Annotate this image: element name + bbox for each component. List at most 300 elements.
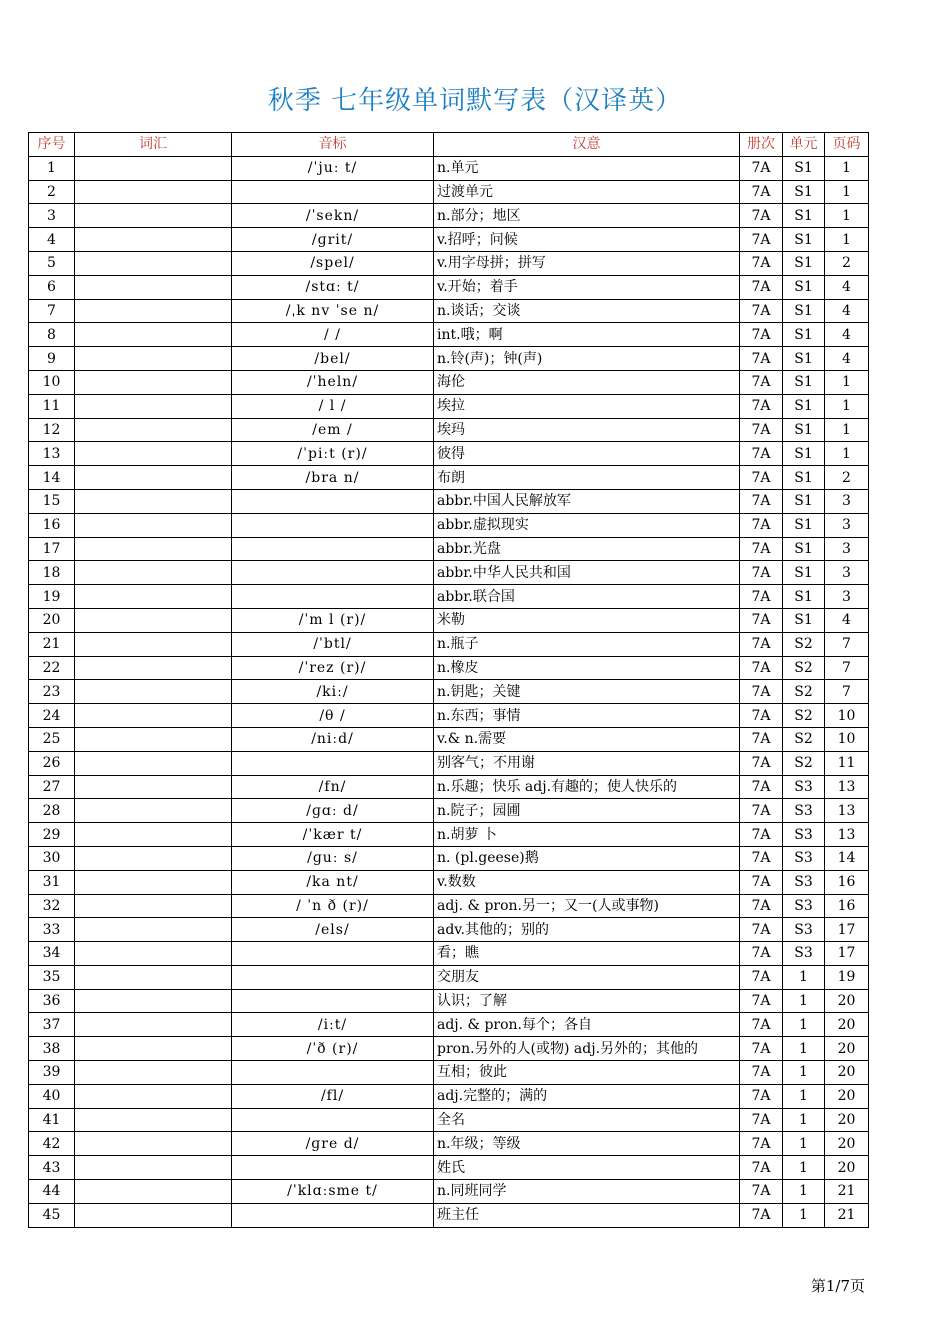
- cell-book: 7A: [740, 775, 783, 799]
- cell-meaning: n.胡萝 卜: [434, 823, 740, 847]
- table-row: [29, 1061, 869, 1085]
- cell-num: 15: [29, 489, 75, 513]
- table-row: [29, 894, 869, 918]
- cell-page: 7: [825, 656, 869, 680]
- cell-phonetic: /ˈjuː t/: [232, 156, 434, 180]
- cell-page: 4: [825, 323, 869, 347]
- cell-page: 1: [825, 394, 869, 418]
- cell-unit: S2: [783, 704, 825, 728]
- cell-num: 35: [29, 965, 75, 989]
- cell-page: 2: [825, 466, 869, 490]
- cell-meaning: abbr.中国人民解放军: [434, 489, 740, 513]
- cell-meaning: 看；瞧: [434, 942, 740, 966]
- cell-meaning: v.用字母拼；拼写: [434, 251, 740, 275]
- table-row: [29, 537, 869, 561]
- cell-unit: S3: [783, 775, 825, 799]
- cell-meaning: adj. & pron.每个；各自: [434, 1013, 740, 1037]
- cell-num: 18: [29, 561, 75, 585]
- header-unit: 单元: [783, 133, 825, 157]
- cell-num: 39: [29, 1061, 75, 1085]
- cell-num: 5: [29, 251, 75, 275]
- cell-num: 9: [29, 347, 75, 371]
- cell-book: 7A: [740, 1013, 783, 1037]
- vocabulary-table: [28, 132, 869, 1228]
- table-row: [29, 704, 869, 728]
- table-row: [29, 799, 869, 823]
- cell-page: 1: [825, 180, 869, 204]
- cell-page: 3: [825, 513, 869, 537]
- table-row: [29, 442, 869, 466]
- cell-meaning: n.单元: [434, 156, 740, 180]
- cell-page: 13: [825, 775, 869, 799]
- cell-book: 7A: [740, 347, 783, 371]
- cell-word: [75, 156, 232, 180]
- cell-phonetic: /ɡre d/: [232, 1132, 434, 1156]
- cell-unit: S3: [783, 918, 825, 942]
- cell-meaning: adj.完整的；满的: [434, 1084, 740, 1108]
- cell-word: [75, 275, 232, 299]
- table-row: [29, 489, 869, 513]
- cell-page: 19: [825, 965, 869, 989]
- cell-unit: S1: [783, 513, 825, 537]
- cell-num: 34: [29, 942, 75, 966]
- cell-word: [75, 799, 232, 823]
- cell-page: 1: [825, 156, 869, 180]
- cell-unit: S1: [783, 275, 825, 299]
- cell-phonetic: / l /: [232, 394, 434, 418]
- cell-meaning: 米勒: [434, 608, 740, 632]
- cell-word: [75, 204, 232, 228]
- cell-book: 7A: [740, 1132, 783, 1156]
- cell-unit: S1: [783, 418, 825, 442]
- cell-word: [75, 585, 232, 609]
- cell-meaning: 彼得: [434, 442, 740, 466]
- cell-page: 20: [825, 1108, 869, 1132]
- cell-book: 7A: [740, 942, 783, 966]
- cell-phonetic: /ˈpiːt (r)/: [232, 442, 434, 466]
- cell-meaning: n.钥匙；关键: [434, 680, 740, 704]
- cell-num: 44: [29, 1180, 75, 1204]
- cell-book: 7A: [740, 180, 783, 204]
- cell-meaning: adv.其他的；别的: [434, 918, 740, 942]
- cell-num: 29: [29, 823, 75, 847]
- table-row: [29, 870, 869, 894]
- cell-unit: S3: [783, 823, 825, 847]
- cell-word: [75, 727, 232, 751]
- table-row: [29, 823, 869, 847]
- cell-book: 7A: [740, 585, 783, 609]
- cell-page: 1: [825, 418, 869, 442]
- table-row: [29, 1203, 869, 1227]
- cell-num: 3: [29, 204, 75, 228]
- cell-num: 33: [29, 918, 75, 942]
- cell-meaning: 互相；彼此: [434, 1061, 740, 1085]
- table-row: [29, 1108, 869, 1132]
- cell-book: 7A: [740, 1037, 783, 1061]
- cell-word: [75, 1132, 232, 1156]
- table-row: [29, 656, 869, 680]
- cell-book: 7A: [740, 156, 783, 180]
- cell-phonetic: /ɡɑː d/: [232, 799, 434, 823]
- cell-unit: 1: [783, 989, 825, 1013]
- table-row: [29, 513, 869, 537]
- cell-num: 19: [29, 585, 75, 609]
- cell-phonetic: [232, 965, 434, 989]
- cell-unit: 1: [783, 1084, 825, 1108]
- table-row: [29, 942, 869, 966]
- header-book: 册次: [740, 133, 783, 157]
- cell-word: [75, 1203, 232, 1227]
- cell-book: 7A: [740, 418, 783, 442]
- cell-phonetic: [232, 1108, 434, 1132]
- cell-phonetic: [232, 751, 434, 775]
- table-row: [29, 394, 869, 418]
- table-row: [29, 180, 869, 204]
- cell-word: [75, 870, 232, 894]
- cell-page: 21: [825, 1203, 869, 1227]
- cell-phonetic: /bel/: [232, 347, 434, 371]
- cell-unit: 1: [783, 965, 825, 989]
- cell-phonetic: /fn/: [232, 775, 434, 799]
- table-row: [29, 1084, 869, 1108]
- cell-unit: S3: [783, 870, 825, 894]
- cell-num: 20: [29, 608, 75, 632]
- cell-num: 10: [29, 370, 75, 394]
- cell-meaning: n.年级；等级: [434, 1132, 740, 1156]
- cell-unit: 1: [783, 1156, 825, 1180]
- cell-unit: S2: [783, 680, 825, 704]
- table-row: [29, 323, 869, 347]
- cell-meaning: 认识；了解: [434, 989, 740, 1013]
- cell-book: 7A: [740, 1180, 783, 1204]
- cell-word: [75, 228, 232, 252]
- cell-meaning: n.谈话；交谈: [434, 299, 740, 323]
- cell-unit: 1: [783, 1180, 825, 1204]
- cell-num: 16: [29, 513, 75, 537]
- header-row: [29, 133, 869, 157]
- cell-unit: S2: [783, 632, 825, 656]
- cell-phonetic: /ˈbtl/: [232, 632, 434, 656]
- cell-meaning: v.& n.需要: [434, 727, 740, 751]
- table-row: [29, 608, 869, 632]
- cell-page: 4: [825, 275, 869, 299]
- cell-phonetic: [232, 561, 434, 585]
- cell-num: 32: [29, 894, 75, 918]
- table-row: [29, 275, 869, 299]
- cell-num: 40: [29, 1084, 75, 1108]
- cell-num: 4: [29, 228, 75, 252]
- cell-meaning: n.同班同学: [434, 1180, 740, 1204]
- cell-page: 17: [825, 918, 869, 942]
- cell-book: 7A: [740, 870, 783, 894]
- table-row: [29, 775, 869, 799]
- cell-phonetic: /ˈm l (r)/: [232, 608, 434, 632]
- cell-num: 28: [29, 799, 75, 823]
- table-body: [29, 156, 869, 1227]
- table-row: [29, 1013, 869, 1037]
- cell-word: [75, 965, 232, 989]
- cell-book: 7A: [740, 1156, 783, 1180]
- cell-meaning: n.乐趣；快乐 adj.有趣的；使人快乐的: [434, 775, 740, 799]
- cell-book: 7A: [740, 1084, 783, 1108]
- cell-phonetic: [232, 942, 434, 966]
- cell-unit: S1: [783, 323, 825, 347]
- cell-meaning: n.瓶子: [434, 632, 740, 656]
- cell-word: [75, 561, 232, 585]
- table-row: [29, 418, 869, 442]
- cell-unit: S1: [783, 537, 825, 561]
- cell-unit: S1: [783, 442, 825, 466]
- cell-num: 31: [29, 870, 75, 894]
- cell-unit: S2: [783, 656, 825, 680]
- cell-unit: S3: [783, 846, 825, 870]
- cell-meaning: n.橡皮: [434, 656, 740, 680]
- cell-meaning: v.招呼；问候: [434, 228, 740, 252]
- cell-num: 36: [29, 989, 75, 1013]
- cell-word: [75, 251, 232, 275]
- cell-word: [75, 394, 232, 418]
- cell-unit: S1: [783, 299, 825, 323]
- cell-meaning: v.数数: [434, 870, 740, 894]
- cell-num: 24: [29, 704, 75, 728]
- cell-meaning: int.哦；啊: [434, 323, 740, 347]
- cell-phonetic: [232, 513, 434, 537]
- cell-phonetic: [232, 1203, 434, 1227]
- cell-num: 45: [29, 1203, 75, 1227]
- cell-num: 13: [29, 442, 75, 466]
- cell-book: 7A: [740, 228, 783, 252]
- cell-meaning: 别客气；不用谢: [434, 751, 740, 775]
- cell-book: 7A: [740, 751, 783, 775]
- cell-page: 3: [825, 537, 869, 561]
- cell-num: 22: [29, 656, 75, 680]
- cell-num: 21: [29, 632, 75, 656]
- cell-meaning: n.铃(声)；钟(声): [434, 347, 740, 371]
- cell-page: 17: [825, 942, 869, 966]
- cell-unit: S1: [783, 561, 825, 585]
- cell-unit: S1: [783, 180, 825, 204]
- cell-unit: S1: [783, 347, 825, 371]
- cell-page: 3: [825, 489, 869, 513]
- header-page: 页码: [825, 133, 869, 157]
- cell-phonetic: /spel/: [232, 251, 434, 275]
- cell-unit: S3: [783, 894, 825, 918]
- cell-word: [75, 942, 232, 966]
- cell-phonetic: /ka nt/: [232, 870, 434, 894]
- cell-book: 7A: [740, 846, 783, 870]
- cell-page: 20: [825, 1061, 869, 1085]
- table-row: [29, 204, 869, 228]
- cell-word: [75, 823, 232, 847]
- cell-word: [75, 442, 232, 466]
- cell-phonetic: /ɡuː s/: [232, 846, 434, 870]
- cell-meaning: 姓氏: [434, 1156, 740, 1180]
- cell-page: 11: [825, 751, 869, 775]
- cell-meaning: n.院子；园圃: [434, 799, 740, 823]
- cell-meaning: 过渡单元: [434, 180, 740, 204]
- cell-meaning: abbr.联合国: [434, 585, 740, 609]
- cell-book: 7A: [740, 608, 783, 632]
- table-row: [29, 965, 869, 989]
- cell-word: [75, 180, 232, 204]
- cell-num: 25: [29, 727, 75, 751]
- cell-unit: 1: [783, 1203, 825, 1227]
- header-meaning: 汉意: [434, 133, 740, 157]
- cell-phonetic: /ˈheln/: [232, 370, 434, 394]
- cell-book: 7A: [740, 823, 783, 847]
- table-row: [29, 918, 869, 942]
- cell-page: 13: [825, 799, 869, 823]
- cell-word: [75, 1108, 232, 1132]
- cell-book: 7A: [740, 275, 783, 299]
- cell-book: 7A: [740, 513, 783, 537]
- cell-num: 42: [29, 1132, 75, 1156]
- cell-unit: S1: [783, 489, 825, 513]
- page-number: 第1/7页: [810, 1277, 865, 1295]
- cell-phonetic: [232, 537, 434, 561]
- cell-meaning: n.东西；事情: [434, 704, 740, 728]
- cell-num: 2: [29, 180, 75, 204]
- cell-word: [75, 370, 232, 394]
- cell-book: 7A: [740, 394, 783, 418]
- cell-book: 7A: [740, 918, 783, 942]
- cell-book: 7A: [740, 204, 783, 228]
- cell-word: [75, 751, 232, 775]
- table-row: [29, 156, 869, 180]
- cell-book: 7A: [740, 656, 783, 680]
- table-row: [29, 561, 869, 585]
- cell-page: 2: [825, 251, 869, 275]
- table-row: [29, 251, 869, 275]
- cell-book: 7A: [740, 1061, 783, 1085]
- table-row: [29, 347, 869, 371]
- cell-book: 7A: [740, 989, 783, 1013]
- cell-phonetic: /em /: [232, 418, 434, 442]
- table-row: [29, 585, 869, 609]
- cell-word: [75, 1084, 232, 1108]
- cell-unit: S3: [783, 799, 825, 823]
- cell-num: 1: [29, 156, 75, 180]
- table-row: [29, 1180, 869, 1204]
- table-row: [29, 846, 869, 870]
- cell-num: 8: [29, 323, 75, 347]
- cell-page: 4: [825, 347, 869, 371]
- cell-phonetic: /ˈklɑːsme t/: [232, 1180, 434, 1204]
- cell-phonetic: /ˈkær t/: [232, 823, 434, 847]
- cell-unit: 1: [783, 1132, 825, 1156]
- page-title: 秋季 七年级单词默写表（汉译英）: [267, 86, 683, 116]
- cell-page: 10: [825, 727, 869, 751]
- table-row: [29, 1132, 869, 1156]
- cell-phonetic: /θ /: [232, 704, 434, 728]
- cell-page: 14: [825, 846, 869, 870]
- cell-book: 7A: [740, 632, 783, 656]
- cell-book: 7A: [740, 442, 783, 466]
- cell-meaning: abbr.中华人民共和国: [434, 561, 740, 585]
- cell-page: 20: [825, 1084, 869, 1108]
- cell-page: 4: [825, 299, 869, 323]
- cell-phonetic: /fl/: [232, 1084, 434, 1108]
- cell-unit: S1: [783, 156, 825, 180]
- cell-phonetic: /niːd/: [232, 727, 434, 751]
- header-word: 词汇: [75, 133, 232, 157]
- cell-meaning: 海伦: [434, 370, 740, 394]
- cell-meaning: v.开始；着手: [434, 275, 740, 299]
- cell-book: 7A: [740, 965, 783, 989]
- cell-page: 1: [825, 204, 869, 228]
- cell-num: 17: [29, 537, 75, 561]
- cell-phonetic: [232, 1061, 434, 1085]
- cell-num: 12: [29, 418, 75, 442]
- table-row: [29, 680, 869, 704]
- cell-word: [75, 704, 232, 728]
- cell-meaning: n. (pl.geese)鹅: [434, 846, 740, 870]
- cell-book: 7A: [740, 727, 783, 751]
- cell-page: 20: [825, 989, 869, 1013]
- cell-book: 7A: [740, 537, 783, 561]
- cell-unit: S1: [783, 204, 825, 228]
- cell-word: [75, 489, 232, 513]
- cell-num: 23: [29, 680, 75, 704]
- cell-unit: S1: [783, 585, 825, 609]
- table-row: [29, 1156, 869, 1180]
- cell-book: 7A: [740, 799, 783, 823]
- cell-word: [75, 1061, 232, 1085]
- cell-page: 1: [825, 442, 869, 466]
- cell-word: [75, 1037, 232, 1061]
- table-row: [29, 751, 869, 775]
- cell-phonetic: /kiː/: [232, 680, 434, 704]
- cell-phonetic: [232, 180, 434, 204]
- cell-meaning: pron.另外的人(或物) adj.另外的；其他的: [434, 1037, 740, 1061]
- cell-word: [75, 1180, 232, 1204]
- cell-num: 27: [29, 775, 75, 799]
- cell-num: 11: [29, 394, 75, 418]
- cell-book: 7A: [740, 370, 783, 394]
- cell-unit: S1: [783, 394, 825, 418]
- cell-unit: S1: [783, 251, 825, 275]
- cell-page: 20: [825, 1037, 869, 1061]
- cell-word: [75, 775, 232, 799]
- cell-num: 37: [29, 1013, 75, 1037]
- table-row: [29, 370, 869, 394]
- cell-unit: S1: [783, 608, 825, 632]
- cell-book: 7A: [740, 489, 783, 513]
- cell-unit: 1: [783, 1037, 825, 1061]
- cell-word: [75, 347, 232, 371]
- cell-page: 20: [825, 1132, 869, 1156]
- cell-unit: 1: [783, 1013, 825, 1037]
- cell-page: 3: [825, 585, 869, 609]
- cell-book: 7A: [740, 894, 783, 918]
- cell-phonetic: /ˈð (r)/: [232, 1037, 434, 1061]
- cell-book: 7A: [740, 466, 783, 490]
- cell-num: 30: [29, 846, 75, 870]
- cell-page: 16: [825, 870, 869, 894]
- cell-unit: 1: [783, 1061, 825, 1085]
- cell-phonetic: [232, 989, 434, 1013]
- header-num: 序号: [29, 133, 75, 157]
- cell-word: [75, 656, 232, 680]
- cell-book: 7A: [740, 251, 783, 275]
- cell-phonetic: [232, 585, 434, 609]
- cell-word: [75, 632, 232, 656]
- cell-unit: S2: [783, 727, 825, 751]
- table-row: [29, 727, 869, 751]
- cell-unit: 1: [783, 1108, 825, 1132]
- cell-num: 26: [29, 751, 75, 775]
- cell-phonetic: [232, 489, 434, 513]
